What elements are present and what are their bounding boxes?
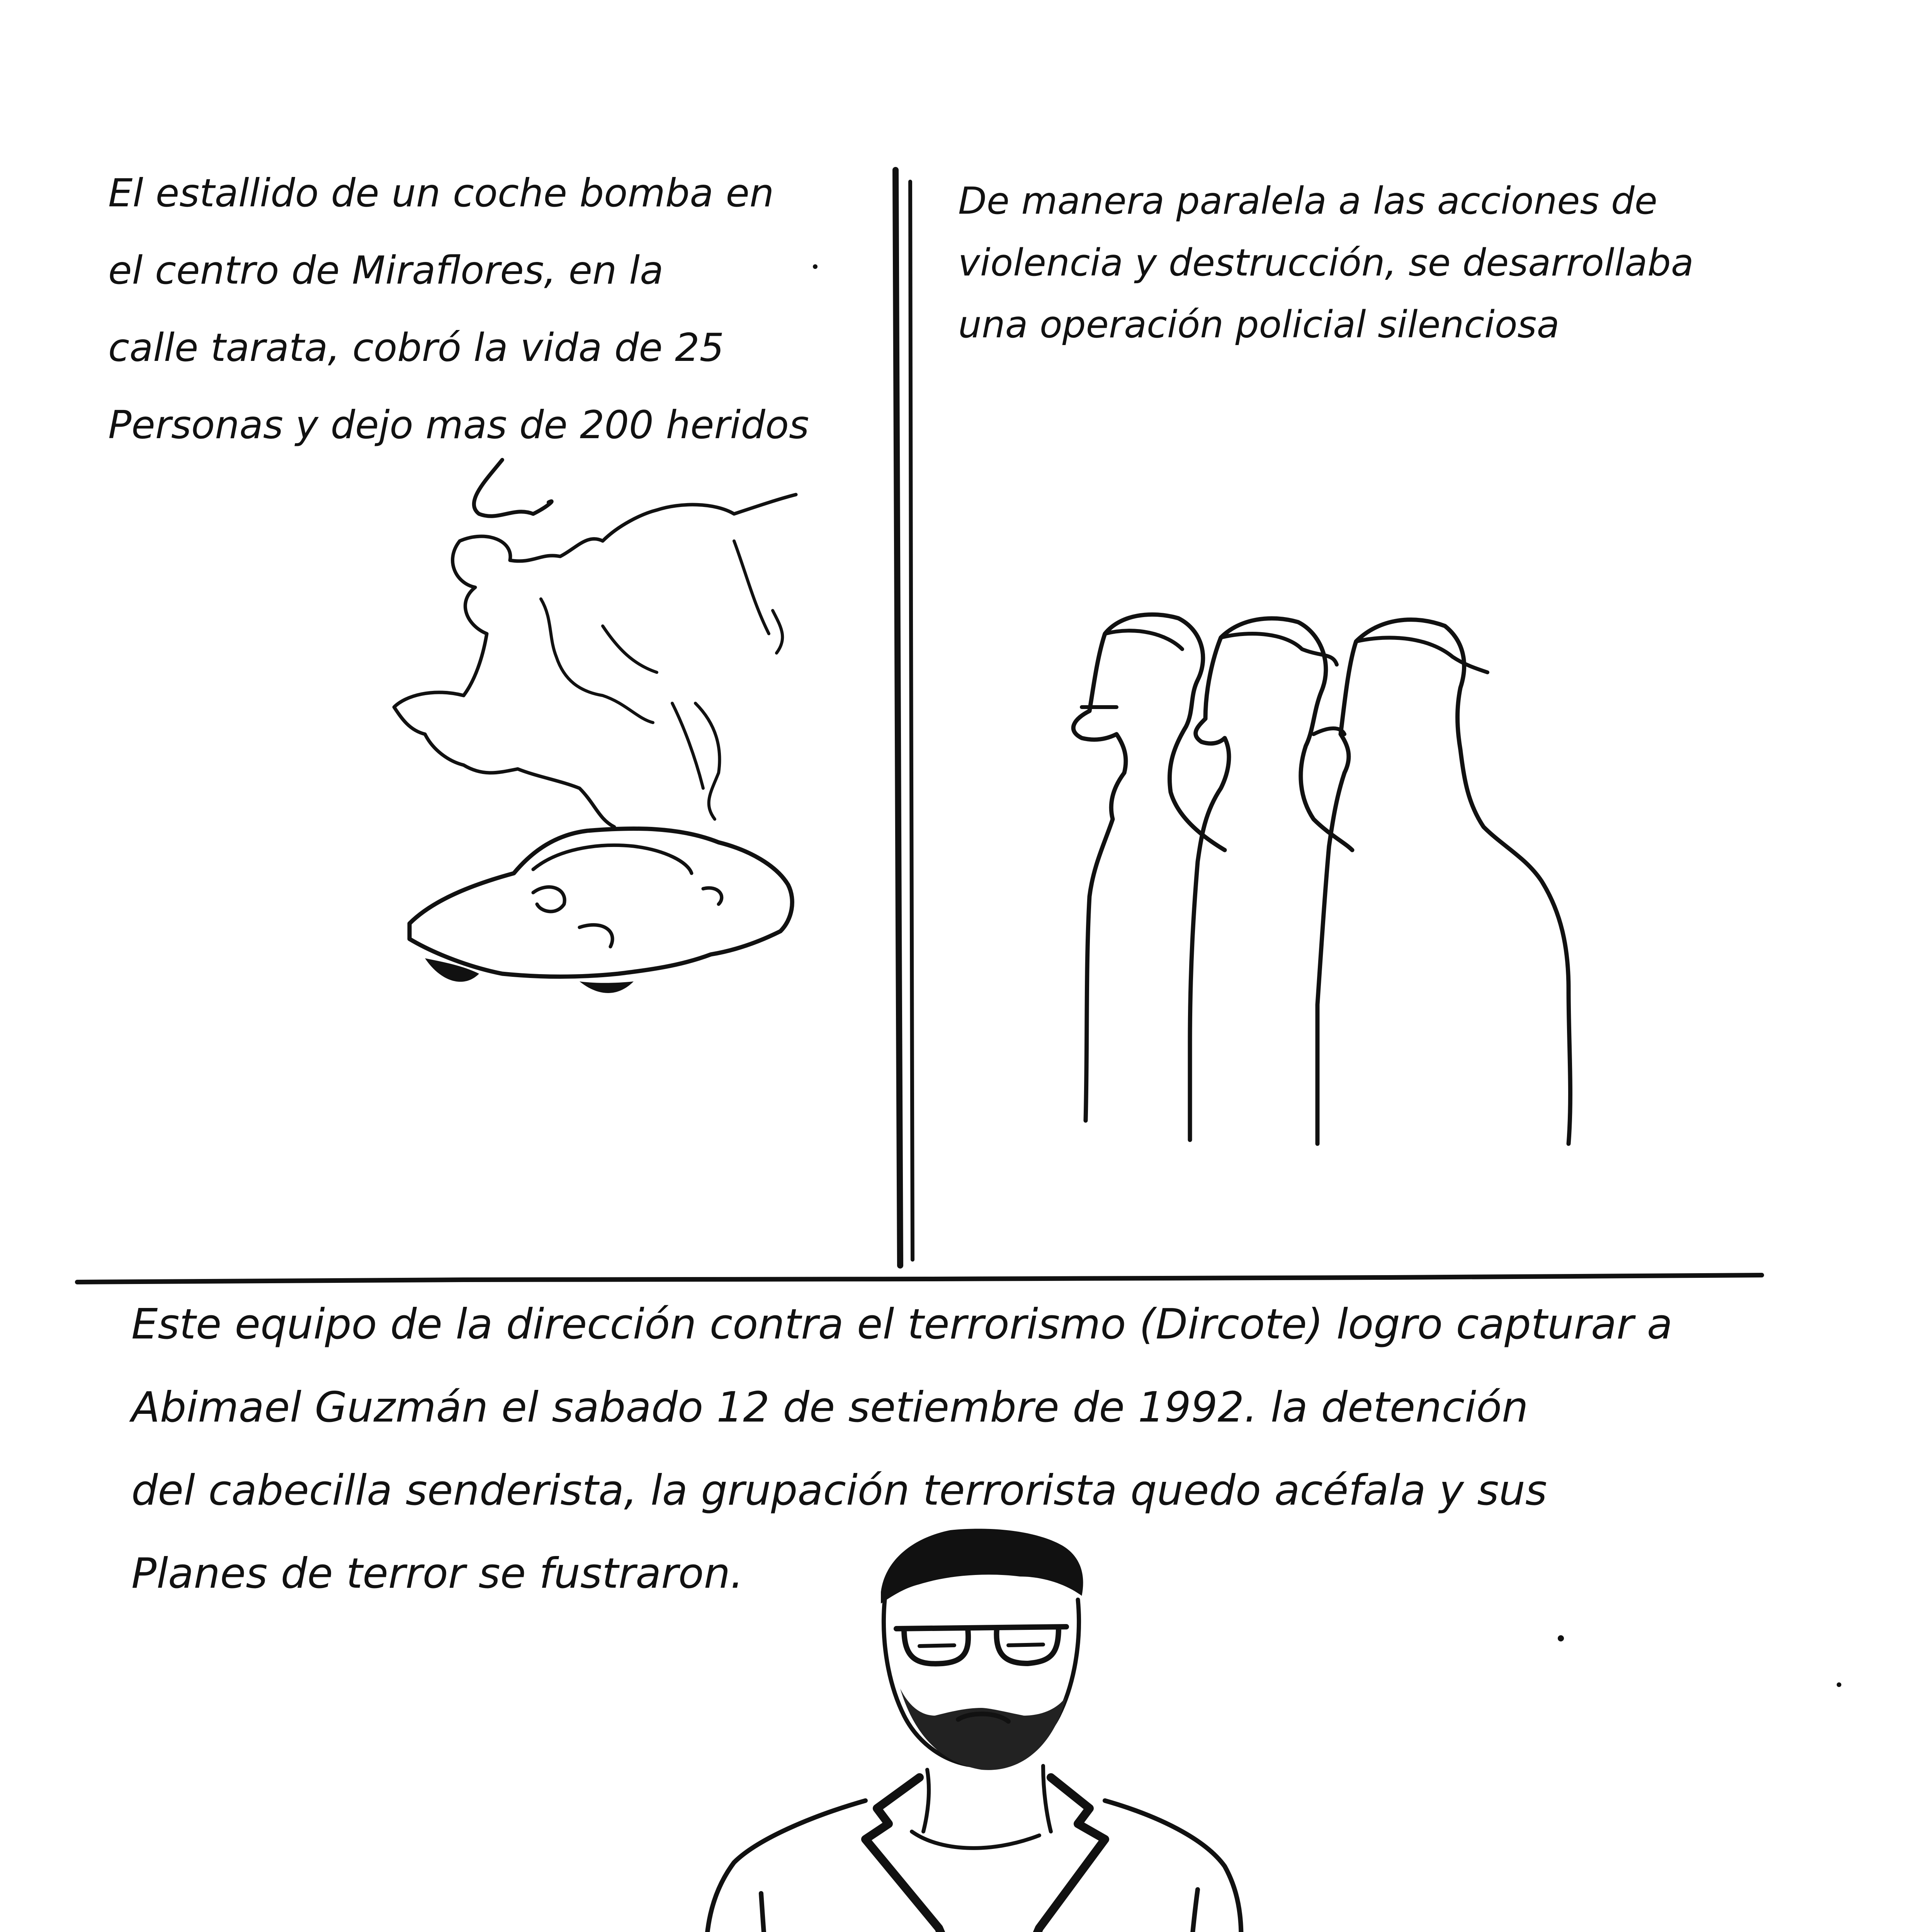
vertical-divider-inner bbox=[910, 182, 913, 1260]
caption-line: Este equipo de la dirección contra el terrorismo (Dircote) logro capturar a bbox=[131, 1300, 1673, 1349]
smoke-wisp bbox=[474, 460, 552, 516]
shirt-neckline bbox=[912, 1832, 1039, 1848]
vertical-divider bbox=[896, 170, 900, 1265]
horizontal-divider bbox=[77, 1275, 1762, 1282]
paper-specks bbox=[813, 264, 1841, 1932]
caption-line: violencia y destrucción, se desarrollaba bbox=[958, 241, 1694, 284]
three-police-officers-silhouettes bbox=[1073, 614, 1570, 1144]
car-wheel-rear bbox=[580, 981, 634, 993]
jacket-body bbox=[706, 1801, 1241, 1932]
smoke-right bbox=[672, 541, 782, 788]
caption-line: del cabecilla senderista, la grupación terrorista quedo acéfala y sus bbox=[131, 1466, 1547, 1515]
caption-line: calle tarata, cobró la vida de 25 bbox=[108, 325, 724, 370]
car-wheel-front bbox=[425, 958, 479, 982]
caption-line: El estallido de un coche bomba en bbox=[108, 170, 774, 216]
caption-line: Abimael Guzmán el sabado 12 de setiembre de 1992. la detención bbox=[131, 1383, 1528, 1432]
prisoner-portrait bbox=[706, 1529, 1241, 1932]
officer-front bbox=[1073, 614, 1225, 1121]
collar-right bbox=[1028, 1777, 1105, 1932]
collar-left bbox=[865, 1777, 950, 1932]
caption-line: Personas y dejo mas de 200 heridos bbox=[108, 402, 809, 447]
panel-dividers bbox=[77, 170, 1762, 1282]
closed-eyes bbox=[920, 1645, 1043, 1646]
car-damage bbox=[533, 887, 722, 947]
officer-back bbox=[1317, 620, 1570, 1144]
caption-line: Planes de terror se fustraron. bbox=[131, 1549, 744, 1598]
neck bbox=[923, 1766, 1051, 1832]
officer-back-cap bbox=[1356, 638, 1487, 672]
car-body bbox=[410, 828, 792, 976]
beard bbox=[900, 1689, 1066, 1770]
smoke-inner bbox=[541, 599, 720, 819]
caption-line: una operación policial silenciosa bbox=[958, 303, 1560, 346]
caption-line: el centro de Miraflores, en la bbox=[108, 248, 664, 293]
caption-line: De manera paralela a las acciones de bbox=[958, 179, 1657, 223]
car-window bbox=[533, 845, 692, 874]
hair bbox=[881, 1529, 1083, 1604]
car-bomb-explosion bbox=[394, 460, 796, 993]
